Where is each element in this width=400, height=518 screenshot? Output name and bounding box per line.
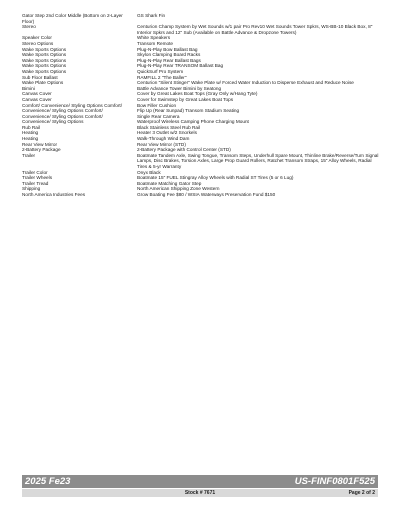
page-number: Page 2 of 2	[348, 490, 375, 496]
spec-label: Trailer Color	[22, 169, 48, 175]
spec-value: GS Shark Fin	[137, 13, 166, 18]
spec-label: Wake Sports Options	[22, 63, 67, 69]
spec-label: 2-Battery Package	[22, 147, 61, 153]
spec-label: Shipping	[22, 186, 41, 192]
spec-row	[22, 192, 382, 198]
spec-label: Canvas Cover	[22, 96, 52, 102]
spec-row	[22, 24, 382, 35]
spec-label: Trailer Tread	[22, 180, 49, 186]
spec-value: Flip Up (Rear Sunpad) Transom Stadium Seating	[137, 108, 240, 114]
spec-label: Wake Sports Options	[22, 68, 67, 74]
spec-label: Bimini	[22, 85, 35, 91]
spec-value: White Speakers	[137, 35, 171, 41]
spec-value: Transom Remote	[137, 40, 174, 46]
spec-label: Heating	[22, 136, 39, 142]
stock-number: Stock # 7671	[184, 490, 216, 496]
spec-label: Trailer	[22, 152, 36, 158]
spec-label: Wake Sports Options	[22, 57, 67, 63]
spec-table	[22, 13, 382, 198]
spec-value: Waterproof Wireless Camping Phone Charging Mount	[137, 119, 249, 125]
spec-value: Rear View Mirror (STD)	[137, 141, 186, 147]
spec-label: Trailer Wheels	[22, 175, 53, 181]
spec-label: Speaker Color	[22, 35, 52, 41]
spec-value: Heater 3 Outlet w/2 Snorkels	[137, 130, 197, 136]
spec-label: Convenience/ Styling Options Comfort/	[22, 113, 103, 119]
spec-value: Skylon Clamping Board Racks	[137, 52, 201, 58]
spec-value: 2-Battery Package with Control Center (STD)	[137, 147, 231, 153]
spec-value: Boatmate 15" FUEL Stingray Alloy Wheels with Radial ST Tires (5 or 6 Lug)	[137, 175, 294, 181]
spec-label: Convenience/ Styling Options Comfort/	[22, 108, 103, 114]
spec-value: Battle Advance Tower Bimini by Seatong	[137, 85, 222, 91]
spec-label: Stereo	[22, 24, 36, 30]
spec-value: Walk-Through Wind Dam	[137, 136, 190, 142]
spec-value: Boatmate Tandem Axle, Swing Tongue, Transom Steps, Underhull Spare Mount, Thinline Brake/Reverse/Turn Signal Lamps, Disc Brakes, Torsion Axles, Large Prop Guard Rollers, Ratchet Transom Straps, 15" Alloy Wheels, Radial Tires & 5-yr Warranty	[137, 152, 379, 170]
spec-value: Single Rear Camera	[137, 113, 180, 119]
spec-value: Plug-N-Play Bow Ballast Bag	[137, 46, 198, 52]
spec-label: Stereo Options	[22, 40, 54, 46]
spec-value: Plug-N-Play Rear Ballast Bags	[137, 57, 201, 63]
spec-row	[22, 153, 382, 170]
spec-value: Boatmate Matching Gator Step	[137, 180, 202, 186]
spec-label: Wake Sports Options	[22, 52, 67, 58]
spec-value: Bow Filler Cushion	[137, 102, 177, 108]
spec-value: Centurion Champ System by Wet Sounds w/1 pair Pro Rev10 Wet Sounds Tower Spkrs, WS-BB-10 Black Box, 8" Interior Spkrs and 12" Sub (Available on Battle Advance & Dropzone Towers)	[137, 24, 373, 35]
stock-bar	[22, 489, 378, 497]
spec-label: Canvas Cover	[22, 91, 52, 97]
spec-table-body	[22, 13, 382, 198]
spec-value: Grow Boating Fee $80 / WSIA Waterways Preservation Fund $150	[137, 192, 276, 197]
spec-label: Rear View Mirror	[22, 141, 58, 147]
spec-value: North American Shipping Zone Western	[137, 186, 220, 192]
footer-model: 2025 Fe23	[25, 476, 71, 487]
spec-label: Sub Floor Ballast	[22, 74, 58, 80]
spec-value: Centurion "Silent Stinger" Wake Plate w/ Forced Water Induction to Disperse Exhaust and Reduce Noise	[137, 80, 354, 86]
spec-label: Convenience/ Styling Options	[22, 119, 84, 125]
footer-order-code: US-FINF0801F525	[294, 476, 375, 487]
spec-value: Cover by Great Lakes Boat Tops (Gray Only w/Hang Tyte)	[137, 91, 258, 97]
spec-value: Black Stainless Steel Rub Rail	[137, 124, 201, 130]
spec-row	[22, 13, 382, 24]
spec-value: QuickSurf Pro System	[137, 68, 184, 74]
spec-value: Onyx Black	[137, 169, 161, 175]
spec-label: North America Industries Fees	[22, 192, 86, 197]
spec-label: Comfort/ Convenience/ Styling Options Comfort/	[22, 102, 123, 108]
spec-label: Gator Step 2nd Color Middle (Bottom on 2-Layer Floor)	[22, 13, 123, 24]
footer-bar	[22, 475, 378, 488]
spec-label: Wake Sports Options	[22, 46, 67, 52]
spec-label: Rub Rail	[22, 124, 40, 130]
spec-label: Wake Plate Options	[22, 80, 64, 86]
spec-value: Plug-N-Play Rear TRANSOM Ballast Bag	[137, 63, 224, 69]
spec-value: Cover for Swimstep by Great Lakes Boat Tops	[137, 96, 234, 102]
spec-value: RAMFILL 2 "The Baller"	[137, 74, 187, 80]
spec-label: Heating	[22, 130, 39, 136]
